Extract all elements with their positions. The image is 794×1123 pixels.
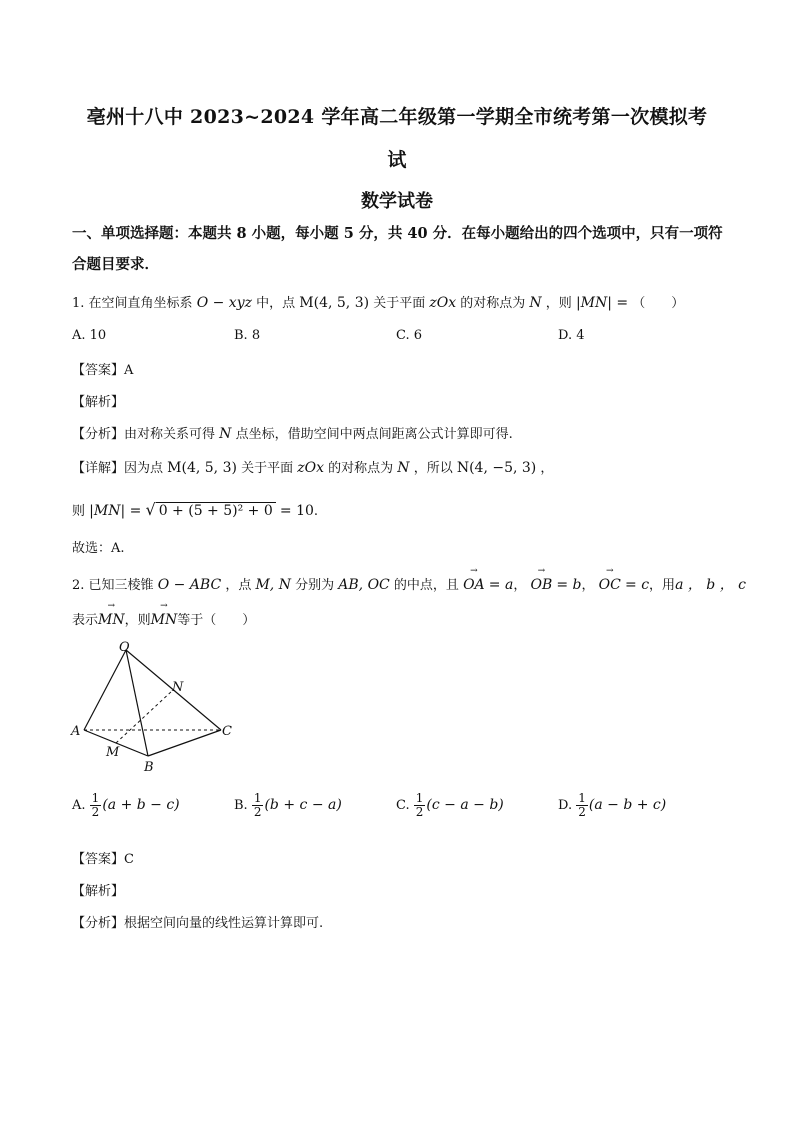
q1-calculation: 则 |MN| = √ 0 + (5 + 5)² + 0 = 10. — [72, 500, 319, 519]
q2-option-a: A. $\frac{1}{2}$ (a + b − c) — [72, 791, 180, 819]
q2-answer: 【答案】C — [72, 852, 134, 867]
q1-fenxi: 【分析】由对称关系可得 N 点坐标，借助空间中两点间距离公式计算即可得. — [72, 426, 513, 442]
label-b: B — [144, 760, 154, 775]
q2-analysis-tag: 【解析】 — [72, 884, 125, 899]
page-subtitle: 数学试卷 — [361, 191, 433, 212]
q1-option-d: D. 4 — [558, 328, 585, 343]
q1-option-b: B. 8 — [234, 328, 261, 343]
label-a: A — [71, 724, 81, 739]
label-n: N — [172, 680, 184, 695]
vector-oc: → OC — [599, 577, 621, 593]
fraction: $\frac{1}{2}$ — [578, 791, 586, 819]
tetrahedron-figure — [66, 638, 246, 778]
fraction: $\frac{1}{2}$ — [91, 791, 100, 819]
page-title-line1: 亳州十八中 2023~2024 学年高二年级第一学期全市统考第一次模拟考 — [86, 106, 708, 128]
q1-answer: 【答案】A — [72, 363, 134, 378]
sqrt-radicand: 0 + (5 + 5)² + 0 — [156, 502, 276, 519]
fraction: $\frac{1}{2}$ — [415, 791, 424, 819]
label-m: M — [106, 745, 120, 760]
q2-option-b: B. $\frac{1}{2}$ (b + c − a) — [234, 791, 342, 819]
q2-fenxi: 【分析】根据空间向量的线性运算计算即可. — [72, 916, 324, 931]
q1-stem: 1. 在空间直角坐标系 O − xyz 中，点 M(4, 5, 3) 关于平面 zOx 的对称点为 N ，则 |MN| = （ ） — [72, 295, 685, 311]
edge-bc — [148, 730, 221, 756]
edge-oa — [84, 650, 126, 730]
sqrt-symbol: √ — [145, 500, 156, 519]
q1-analysis-tag: 【解析】 — [72, 395, 125, 410]
q2-stem-line2: 表示→ MN，则→ MN等于（ ） — [72, 609, 255, 628]
q2-option-c: C. $\frac{1}{2}$ (c − a − b) — [396, 791, 504, 819]
vector-mn: → MN — [98, 612, 125, 628]
q2-option-d: D. $\frac{1}{2}$ (a − b + c) — [558, 791, 667, 819]
label-c: C — [222, 724, 232, 739]
q1-conclusion: 故选：A. — [72, 541, 125, 556]
q1-option-a: A. 10 — [72, 328, 107, 343]
q1-detail: 【详解】因为点 M(4, 5, 3) 关于平面 zOx 的对称点为 N ，所以 N(4, −5, 3) ， — [72, 460, 554, 476]
vector-mn-2: → MN — [151, 612, 178, 628]
label-o: O — [119, 640, 130, 655]
page-title-line2: 试 — [387, 149, 407, 171]
vector-ob: → OB — [530, 577, 552, 593]
fraction: $\frac{1}{2}$ — [253, 791, 262, 819]
segment-mn-hidden — [116, 690, 173, 743]
q1-option-c: C. 6 — [396, 328, 423, 343]
vector-oa: → OA — [463, 577, 485, 593]
section-heading: 一、单项选择题：本题共 8 小题，每小题 5 分，共 40 分．在每小题给出的四个选项中，只有一项符合题目要求． — [72, 225, 723, 273]
q2-stem-line1: 2. 已知三棱锥 O − ABC ，点 M, N 分别为 AB, OC 的中点，且 → OA = a， → OB = b， → OC = c，用a ， b ， c — [72, 574, 746, 594]
